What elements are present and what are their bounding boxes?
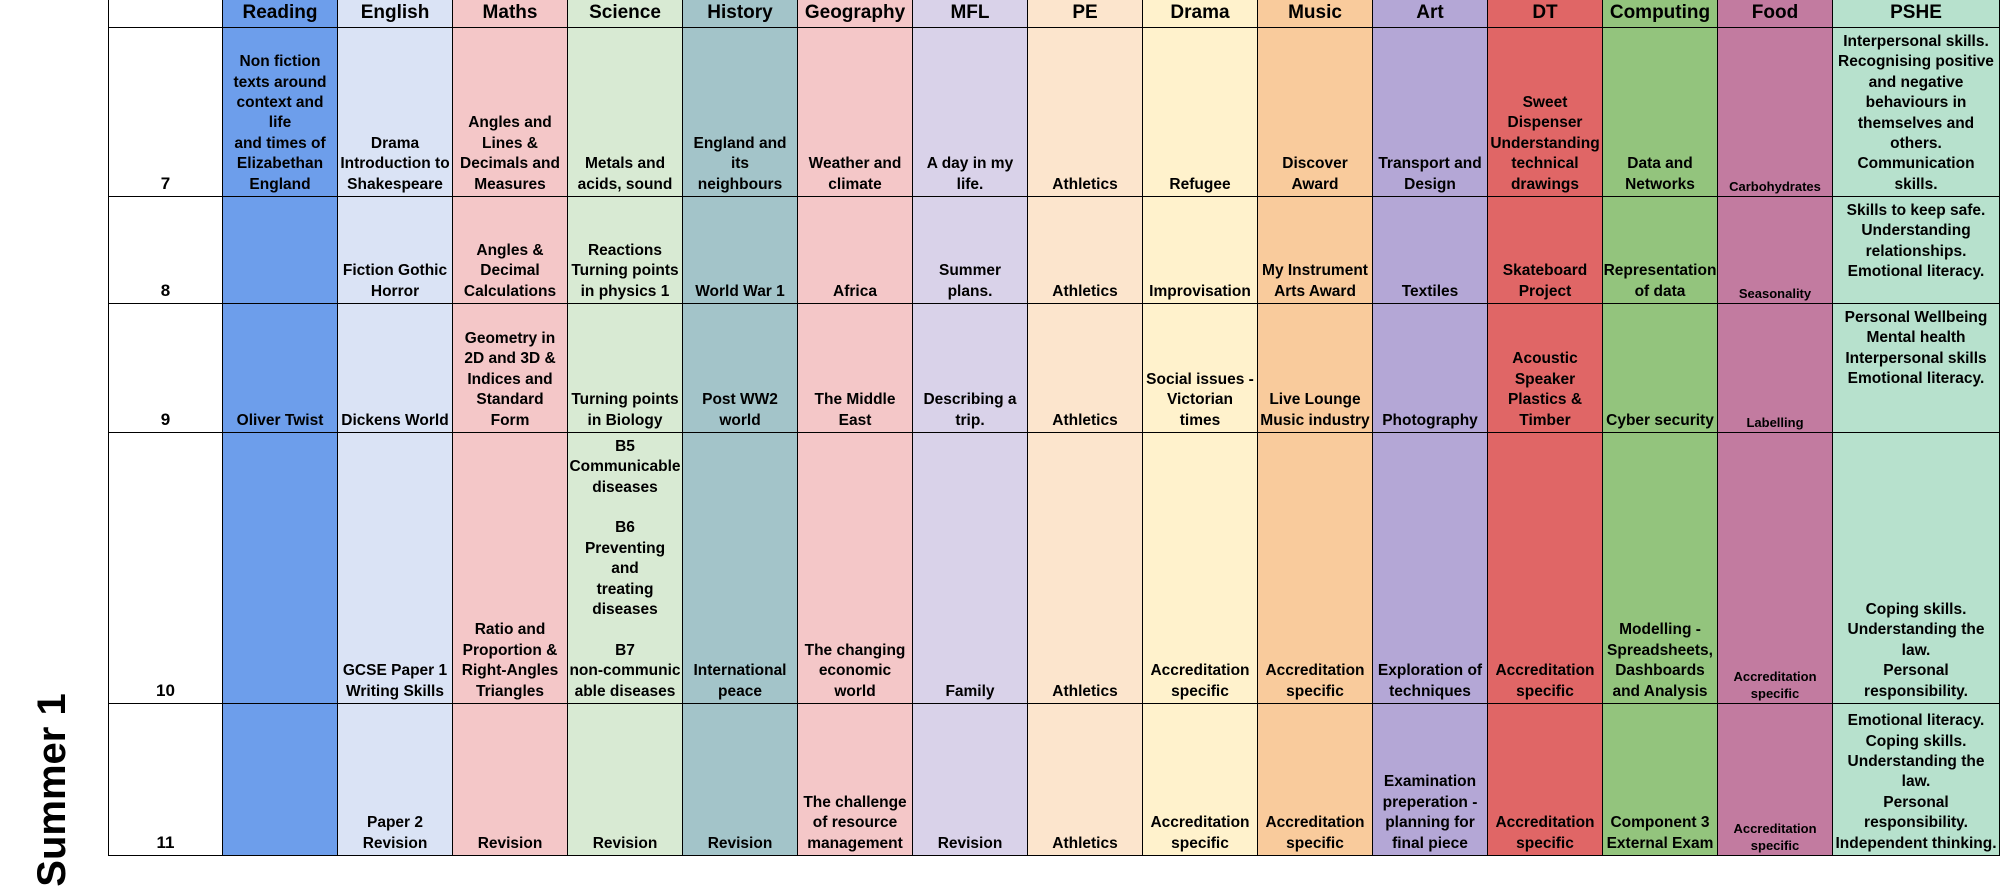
cell-history: Post WW2 world <box>683 304 798 433</box>
year-label: 7 <box>109 28 223 197</box>
cell-music: Accreditation specific <box>1258 433 1373 704</box>
cell-history: Revision <box>683 704 798 856</box>
cell-music: My Instrument Arts Award <box>1258 197 1373 304</box>
cell-art: Exploration of techniques <box>1373 433 1488 704</box>
cell-pe: Athletics <box>1028 197 1143 304</box>
column-header-pe: PE <box>1028 0 1143 28</box>
term-sidebar <box>0 0 108 887</box>
cell-mfl: Revision <box>913 704 1028 856</box>
cell-english: Drama Introduction to Shakespeare <box>338 28 453 197</box>
cell-mfl: Describing a trip. <box>913 304 1028 433</box>
cell-music: Live Lounge Music industry <box>1258 304 1373 433</box>
column-header-pshe: PSHE <box>1833 0 2000 28</box>
cell-mfl: Family <box>913 433 1028 704</box>
cell-science: Revision <box>568 704 683 856</box>
column-header-computing: Computing <box>1603 0 1718 28</box>
cell-maths: Angles and Lines & Decimals and Measures <box>453 28 568 197</box>
column-header-food: Food <box>1718 0 1833 28</box>
cell-pshe: Coping skills. Understanding the law. Personal responsibility. <box>1833 433 2000 704</box>
cell-music: Accreditation specific <box>1258 704 1373 856</box>
cell-science: Turning points in Biology <box>568 304 683 433</box>
cell-computing: Representation of data <box>1603 197 1718 304</box>
cell-computing: Cyber security <box>1603 304 1718 433</box>
cell-reading <box>223 197 338 304</box>
cell-art: Examination preperation - planning for final piece <box>1373 704 1488 856</box>
cell-pe: Athletics <box>1028 433 1143 704</box>
cell-english: Fiction Gothic Horror <box>338 197 453 304</box>
cell-history: World War 1 <box>683 197 798 304</box>
cell-geography: The Middle East <box>798 304 913 433</box>
cell-drama: Refugee <box>1143 28 1258 197</box>
cell-dt: Sweet Dispenser Understanding technical drawings <box>1488 28 1603 197</box>
cell-art: Transport and Design <box>1373 28 1488 197</box>
cell-drama: Improvisation <box>1143 197 1258 304</box>
column-header-dt: DT <box>1488 0 1603 28</box>
cell-maths: Ratio and Proportion & Right-Angles Triangles <box>453 433 568 704</box>
cell-food: Carbohydrates <box>1718 28 1833 197</box>
cell-art: Photography <box>1373 304 1488 433</box>
term-label: Summer 1 <box>30 693 74 887</box>
cell-computing: Component 3 External Exam <box>1603 704 1718 856</box>
cell-computing: Data and Networks <box>1603 28 1718 197</box>
cell-pshe: Personal Wellbeing Mental health Interpersonal skills Emotional literacy. <box>1833 304 2000 433</box>
column-header-drama: Drama <box>1143 0 1258 28</box>
cell-pshe: Emotional literacy. Coping skills. Understanding the law. Personal responsibility. Independent thinking. <box>1833 704 2000 856</box>
cell-drama: Accreditation specific <box>1143 704 1258 856</box>
cell-pe: Athletics <box>1028 28 1143 197</box>
header-corner <box>109 0 223 28</box>
column-header-maths: Maths <box>453 0 568 28</box>
cell-mfl: Summer plans. <box>913 197 1028 304</box>
cell-food: Accreditation specific <box>1718 433 1833 704</box>
cell-pshe: Skills to keep safe. Understanding relationships. Emotional literacy. <box>1833 197 2000 304</box>
cell-pshe: Interpersonal skills. Recognising positive and negative behaviours in themselves and others. Communication skills. <box>1833 28 2000 197</box>
cell-geography: The challenge of resource management <box>798 704 913 856</box>
cell-drama: Accreditation specific <box>1143 433 1258 704</box>
year-label: 10 <box>109 433 223 704</box>
cell-maths: Geometry in 2D and 3D & Indices and Standard Form <box>453 304 568 433</box>
cell-history: International peace <box>683 433 798 704</box>
cell-dt: Acoustic Speaker Plastics & Timber <box>1488 304 1603 433</box>
column-header-reading: Reading <box>223 0 338 28</box>
cell-art: Textiles <box>1373 197 1488 304</box>
cell-dt: Accreditation specific <box>1488 704 1603 856</box>
year-label: 9 <box>109 304 223 433</box>
cell-mfl: A day in my life. <box>913 28 1028 197</box>
year-label: 8 <box>109 197 223 304</box>
year-label: 11 <box>109 704 223 856</box>
cell-reading <box>223 704 338 856</box>
column-header-history: History <box>683 0 798 28</box>
cell-science: B5 Communicable diseases B6 Preventing and treating diseases B7 non-communic able diseases <box>568 433 683 704</box>
cell-food: Seasonality <box>1718 197 1833 304</box>
cell-maths: Angles & Decimal Calculations <box>453 197 568 304</box>
cell-pe: Athletics <box>1028 304 1143 433</box>
cell-food: Labelling <box>1718 304 1833 433</box>
cell-science: Reactions Turning points in physics 1 <box>568 197 683 304</box>
cell-dt: Accreditation specific <box>1488 433 1603 704</box>
column-header-music: Music <box>1258 0 1373 28</box>
cell-reading <box>223 433 338 704</box>
cell-english: Paper 2 Revision <box>338 704 453 856</box>
column-header-science: Science <box>568 0 683 28</box>
cell-drama: Social issues - Victorian times <box>1143 304 1258 433</box>
cell-pe: Athletics <box>1028 704 1143 856</box>
cell-science: Metals and acids, sound <box>568 28 683 197</box>
cell-reading: Non fiction texts around context and life and times of Elizabethan England <box>223 28 338 197</box>
cell-computing: Modelling - Spreadsheets, Dashboards and Analysis <box>1603 433 1718 704</box>
column-header-art: Art <box>1373 0 1488 28</box>
cell-geography: The changing economic world <box>798 433 913 704</box>
column-header-geography: Geography <box>798 0 913 28</box>
column-header-mfl: MFL <box>913 0 1028 28</box>
cell-history: England and its neighbours <box>683 28 798 197</box>
cell-food: Accreditation specific <box>1718 704 1833 856</box>
cell-dt: Skateboard Project <box>1488 197 1603 304</box>
cell-maths: Revision <box>453 704 568 856</box>
cell-reading: Oliver Twist <box>223 304 338 433</box>
cell-geography: Weather and climate <box>798 28 913 197</box>
cell-music: Discover Award <box>1258 28 1373 197</box>
column-header-english: English <box>338 0 453 28</box>
cell-english: Dickens World <box>338 304 453 433</box>
cell-geography: Africa <box>798 197 913 304</box>
cell-english: GCSE Paper 1 Writing Skills <box>338 433 453 704</box>
